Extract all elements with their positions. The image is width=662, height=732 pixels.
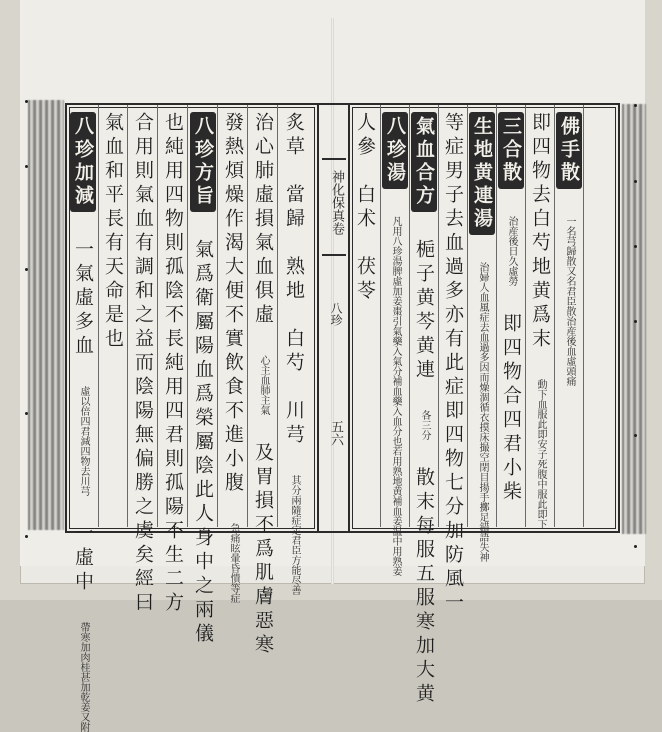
binding-hole bbox=[25, 412, 28, 415]
binding-hole bbox=[634, 180, 637, 183]
column-rule bbox=[380, 105, 381, 527]
text-column bbox=[190, 112, 216, 647]
column-text: 等症男子去血過多亦有此症即四物七分加防風一 bbox=[442, 112, 464, 616]
heading-tag: 佛手散 bbox=[556, 112, 582, 189]
text-column bbox=[440, 112, 466, 616]
annotation: 治産後日久虛勞 bbox=[506, 216, 517, 286]
column-text: 及胃損不爲肌膚惡寒 bbox=[252, 442, 274, 658]
text-column bbox=[220, 112, 246, 603]
annotation: 動下血服此即安子死腹中服此即下 bbox=[535, 379, 546, 529]
binding-hole bbox=[634, 545, 637, 548]
column-text: 即四物合四君小柴 bbox=[500, 313, 522, 505]
column-rule bbox=[525, 105, 526, 527]
text-column bbox=[556, 112, 582, 522]
column-rule bbox=[217, 105, 218, 527]
annotation: 急痛眩暈昏憒等症 bbox=[228, 523, 239, 603]
binding-hole bbox=[25, 535, 28, 538]
column-text: 氣爲衛屬陽血爲榮屬陰此人身中之兩儀 bbox=[192, 239, 214, 647]
column-rule bbox=[157, 105, 158, 527]
text-column bbox=[130, 112, 156, 616]
bleed-through-left bbox=[28, 100, 64, 530]
heading-tag: 八珍方旨 bbox=[190, 112, 216, 212]
binding-hole bbox=[25, 268, 28, 271]
annotation: 凡用八珍湯脾虛加姜棗引氣藥入氣分補血藥入血分也若用熟地黄補血姜温中用熟姜 bbox=[390, 216, 401, 576]
binding-hole bbox=[634, 245, 637, 248]
column-rule bbox=[554, 105, 555, 527]
annotation: 一名芎歸散又名君臣散治産後血虛頭痛 bbox=[564, 216, 575, 386]
column-rule bbox=[583, 105, 584, 527]
binding-hole bbox=[634, 320, 637, 323]
column-rule bbox=[98, 105, 99, 527]
text-column bbox=[527, 112, 553, 529]
text-column bbox=[281, 112, 307, 595]
column-rule bbox=[277, 105, 278, 527]
heading-tag: 八珍加減 bbox=[70, 112, 96, 212]
column-text: 一氣虛多血 bbox=[72, 239, 94, 359]
column-rule bbox=[496, 105, 497, 527]
text-column bbox=[469, 112, 495, 562]
text-column bbox=[498, 112, 524, 522]
text-column bbox=[411, 112, 437, 707]
text-column bbox=[382, 112, 408, 576]
text-column bbox=[70, 112, 96, 732]
column-text: 氣血和平長有天命是也 bbox=[102, 112, 124, 352]
fish-tail-mark-bottom bbox=[322, 244, 346, 256]
fish-tail-mark-top bbox=[322, 158, 346, 170]
column-text: 發熱煩燥作渴大便不實飲食不進小腹 bbox=[222, 112, 244, 496]
text-column bbox=[160, 112, 186, 616]
heading-tag: 氣血合方 bbox=[411, 112, 437, 212]
column-rule bbox=[187, 105, 188, 527]
column-text: 一虛中 bbox=[72, 523, 94, 595]
annotation: 帶寒加肉桂甚加乾姜又附 bbox=[78, 622, 89, 732]
bleed-through-right bbox=[622, 104, 646, 534]
text-column bbox=[250, 112, 276, 658]
column-rule bbox=[247, 105, 248, 527]
heading-tag: 生地黄連湯 bbox=[469, 112, 495, 235]
column-text: 炙草 當歸 熟地 白芍 川芎 bbox=[283, 112, 305, 448]
heading-tag: 八珍湯 bbox=[382, 112, 408, 189]
column-text: 散末每服五服寒加大黄 bbox=[413, 467, 435, 707]
volume-title: 神化保真卷 bbox=[329, 170, 344, 235]
section-name: 八珍 bbox=[329, 302, 343, 326]
text-column bbox=[352, 112, 378, 522]
heading-tag: 三合散 bbox=[498, 112, 524, 189]
annotation: 其分兩隨症定君臣方能尽善 bbox=[289, 475, 300, 595]
column-text: 合用則氣血有調和之益而陰陽無偏勝之虞矣經曰 bbox=[132, 112, 154, 616]
binding-hole bbox=[634, 434, 637, 437]
column-text: 即四物去白芍地黄爲末 bbox=[529, 112, 551, 352]
column-rule bbox=[409, 105, 410, 527]
annotation: 虛以倍四君減四物去川芎 bbox=[78, 386, 89, 496]
annotation: 各三分 bbox=[419, 410, 430, 440]
column-text: 梔子黄芩黄連 bbox=[413, 239, 435, 383]
text-column bbox=[100, 112, 126, 522]
binding-hole bbox=[634, 104, 637, 107]
column-rule bbox=[127, 105, 128, 527]
binding-hole bbox=[25, 165, 28, 168]
column-text: 治心肺虛損氣血俱虛 bbox=[252, 112, 274, 328]
column-rule bbox=[467, 105, 468, 527]
column-text: 也純用四物則孤陰不長純用四君則孤陽不生二方 bbox=[162, 112, 184, 616]
column-text: 人參 白术 茯苓 bbox=[354, 112, 376, 304]
folio-number: 五六 bbox=[328, 420, 343, 446]
binding-hole bbox=[25, 100, 28, 103]
annotation: 心主血肺主氣 bbox=[258, 355, 269, 415]
column-rule bbox=[438, 105, 439, 527]
annotation: 治婦人血風症去血過多因而燥涸循衣摸床撮空閉目揚手擲足錯語失神 bbox=[477, 262, 488, 562]
